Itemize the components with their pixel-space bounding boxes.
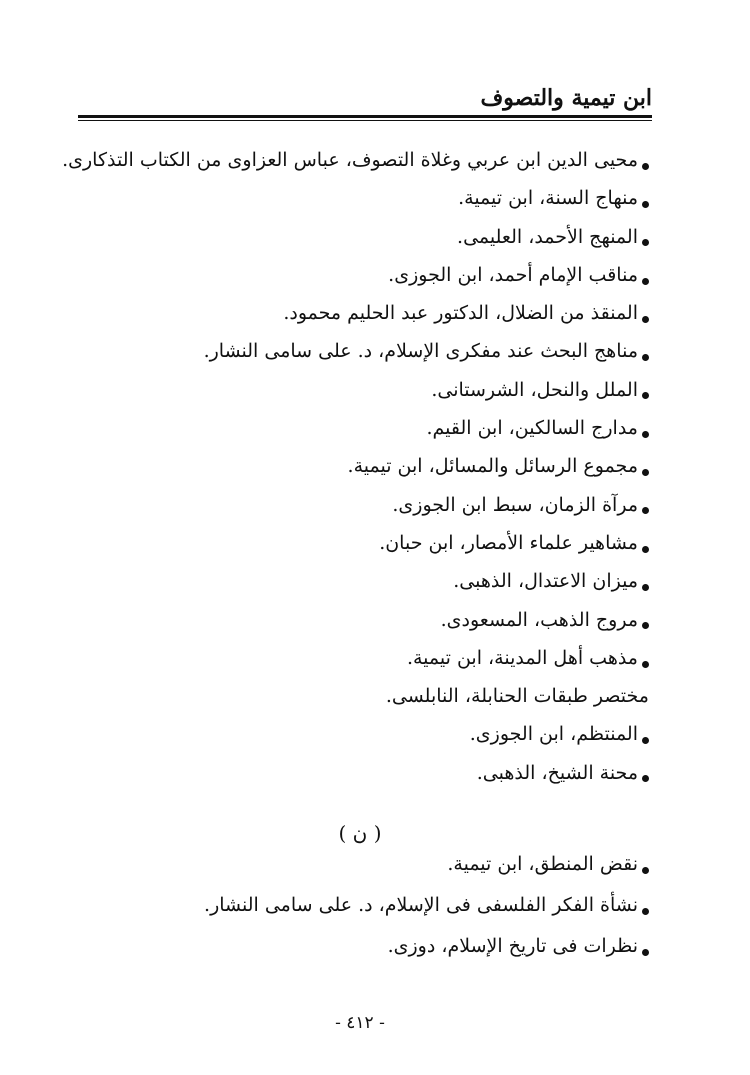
bullet-icon: [642, 507, 649, 514]
bullet-icon: [642, 908, 649, 915]
bibliography-entry: [60, 179, 649, 217]
bibliography-entry: [60, 562, 649, 600]
bullet-icon: [642, 278, 649, 285]
header-rule-thick: [78, 115, 652, 118]
bullet-icon: [642, 201, 649, 208]
bibliography-entry-text: نظرات فى تاريخ الإسلام، دوزى.: [387, 935, 638, 957]
header-rule-thin: [78, 120, 652, 121]
bullet-icon: [642, 737, 649, 744]
bibliography-entry-text: محيى الدين ابن عربي وغلاة التصوف، عباس العزاوى من الكتاب التذكارى.: [62, 149, 638, 171]
bibliography-entry-text: مناهج البحث عند مفكرى الإسلام، د. على سامى النشار.: [203, 340, 638, 363]
section-heading-nun: ( ن ): [338, 821, 382, 845]
bibliography-entry: [60, 677, 649, 715]
bullet-icon: [642, 316, 649, 323]
bibliography-entry-text: الملل والنحل، الشرستانى.: [431, 378, 638, 401]
bullet-icon: [642, 949, 649, 956]
bibliography-entry: [60, 256, 649, 294]
bibliography-entry-text: منهاج السنة، ابن تيمية.: [458, 187, 638, 210]
bibliography-entry: [60, 885, 649, 926]
bibliography-list-mim: [60, 141, 649, 792]
bibliography-entry-text: نقض المنطق، ابن تيمية.: [447, 853, 638, 875]
bibliography-entry: [60, 294, 649, 332]
bibliography-entry: [60, 332, 649, 370]
bibliography-entry-text: المنهج الأحمد، العليمى.: [457, 225, 638, 248]
bullet-icon: [642, 469, 649, 476]
bullet-icon: [642, 775, 649, 782]
bibliography-entry-text: مروج الذهب، المسعودى.: [440, 608, 638, 631]
bibliography-entry-text: مشاهير علماء الأمصار، ابن حبان.: [379, 531, 638, 554]
bibliography-entry-text: ميزان الاعتدال، الذهبى.: [453, 570, 638, 593]
bibliography-entry: [60, 754, 649, 792]
bibliography-entry: [60, 844, 649, 885]
bullet-icon: [642, 239, 649, 246]
bibliography-entry: [60, 715, 649, 753]
bibliography-entry: [60, 486, 649, 524]
bibliography-entry-text: مذهب أهل المدينة، ابن تيمية.: [406, 646, 638, 669]
bullet-icon: [642, 431, 649, 438]
running-header-title: ابن تيمية والتصوف: [480, 85, 652, 111]
bullet-icon: [642, 867, 649, 874]
bibliography-entry-text: مختصر طبقات الحنابلة، النابلسى.: [385, 685, 649, 708]
page-number: - ٤١٢ -: [335, 1013, 385, 1033]
bibliography-entry: [60, 926, 649, 967]
bibliography-entry: [60, 524, 649, 562]
bibliography-entry: [60, 639, 649, 677]
bullet-icon: [642, 661, 649, 668]
bullet-icon: [642, 546, 649, 553]
bibliography-list-nun: [60, 844, 649, 967]
bullet-icon: [642, 392, 649, 399]
bibliography-entry-text: مناقب الإمام أحمد، ابن الجوزى.: [388, 263, 638, 286]
bibliography-entry: [60, 141, 649, 179]
bibliography-entry-text: مجموع الرسائل والمسائل، ابن تيمية.: [347, 455, 638, 478]
bibliography-entry-text: المنتظم، ابن الجوزى.: [469, 723, 638, 746]
bibliography-entry-text: مرآة الزمان، سبط ابن الجوزى.: [392, 493, 638, 516]
bibliography-entry-text: المنقذ من الضلال، الدكتور عبد الحليم محمود.: [283, 302, 638, 325]
bullet-icon: [642, 163, 649, 170]
bullet-icon: [642, 622, 649, 629]
bibliography-entry: [60, 409, 649, 447]
running-header: [78, 82, 652, 122]
bullet-icon: [642, 354, 649, 361]
bibliography-entry: [60, 601, 649, 639]
bibliography-entry-text: محنة الشيخ، الذهبى.: [476, 761, 638, 784]
bibliography-entry-text: مدارج السالكين، ابن القيم.: [426, 417, 638, 440]
bibliography-entry: [60, 218, 649, 256]
bibliography-entry-text: نشأة الفكر الفلسفى فى الإسلام، د. على سامى النشار.: [204, 894, 638, 916]
bullet-icon: [642, 584, 649, 591]
bibliography-entry: [60, 371, 649, 409]
bibliography-entry: [60, 447, 649, 485]
